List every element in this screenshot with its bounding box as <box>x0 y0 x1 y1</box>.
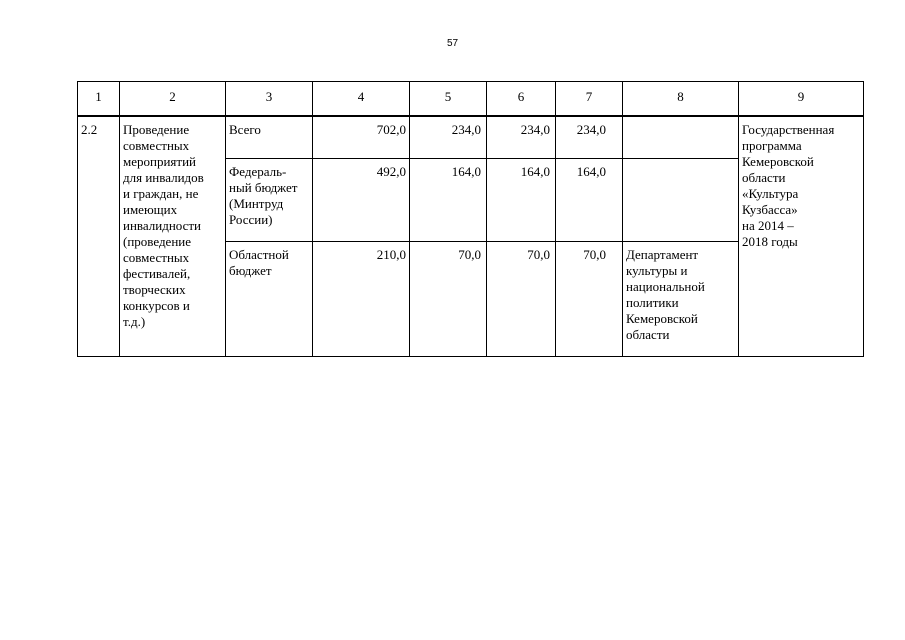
total-amount-cell: 492,0 <box>313 158 410 241</box>
header-cell: 2 <box>120 82 226 117</box>
header-cell: 7 <box>556 82 623 117</box>
header-cell: 9 <box>739 82 864 117</box>
year3-amount-cell: 234,0 <box>556 116 623 158</box>
funding-source-cell: Федераль- ный бюджет (Минтруд России) <box>226 158 313 241</box>
year1-amount-cell: 70,0 <box>410 241 487 356</box>
funding-source-cell: Областной бюджет <box>226 241 313 356</box>
page-number: 57 <box>446 38 459 49</box>
header-row <box>78 82 864 117</box>
total-amount-cell: 210,0 <box>313 241 410 356</box>
funding-source-cell: Всего <box>226 116 313 158</box>
executor-cell <box>623 116 739 158</box>
year3-amount-cell: 70,0 <box>556 241 623 356</box>
year2-amount-cell: 234,0 <box>487 116 556 158</box>
executor-cell <box>623 158 739 241</box>
table-row <box>78 116 864 158</box>
header-cell: 1 <box>78 82 120 117</box>
year3-amount-cell: 164,0 <box>556 158 623 241</box>
header-cell: 3 <box>226 82 313 117</box>
header-cell: 8 <box>623 82 739 117</box>
header-cell: 6 <box>487 82 556 117</box>
activity-cell: Проведение совместных мероприятий для инвалидов и граждан, не имеющих инвалидности (проведение совместных фестивалей, творческих конкурсов и т.д.) <box>120 116 226 356</box>
year2-amount-cell: 70,0 <box>487 241 556 356</box>
program-table <box>77 81 864 357</box>
header-cell: 5 <box>410 82 487 117</box>
executor-cell: Департамент культуры и национальной политики Кемеровской области <box>623 241 739 356</box>
header-cell: 4 <box>313 82 410 117</box>
item-code-cell: 2.2 <box>78 116 120 356</box>
year2-amount-cell: 164,0 <box>487 158 556 241</box>
total-amount-cell: 702,0 <box>313 116 410 158</box>
program-cell: Государственная программа Кемеровской области «Культура Кузбасса» на 2014 – 2018 годы <box>739 116 864 356</box>
year1-amount-cell: 234,0 <box>410 116 487 158</box>
year1-amount-cell: 164,0 <box>410 158 487 241</box>
